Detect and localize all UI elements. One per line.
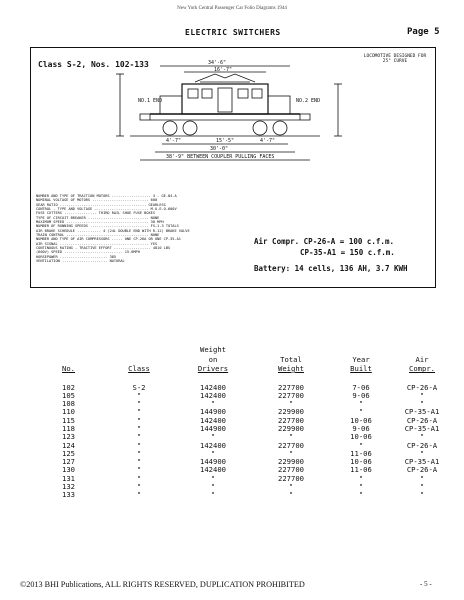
table-row xyxy=(62,442,452,450)
cell-total-weight: 227700 xyxy=(278,382,304,392)
table-row xyxy=(62,408,452,416)
cell-year-built: " xyxy=(358,482,364,492)
cell-year-built: 9-06 xyxy=(352,390,370,400)
col-header-total-weight: Total Weight xyxy=(278,354,304,373)
table-row xyxy=(62,384,452,392)
spec-line: GEAR RATIO ........................................ GEARLESS xyxy=(36,202,166,207)
cell-class: " xyxy=(136,399,142,409)
cell-air-compr: " xyxy=(419,399,425,409)
no2-end-label: NO.2 END xyxy=(296,98,321,104)
cell-total-weight: " xyxy=(288,448,294,458)
cell-no: 127 xyxy=(62,457,75,467)
cell-year-built: 7-06 xyxy=(352,382,370,392)
spec-line: MAXIMUM SPEED ...................................... 30 MPH xyxy=(36,220,164,225)
cell-total-weight: 227700 xyxy=(278,440,304,450)
cell-class: " xyxy=(136,432,142,442)
locomotive-diagram xyxy=(100,54,360,174)
cell-air-compr: " xyxy=(419,448,425,458)
dim-bottom-a: 30'-0" xyxy=(210,146,229,152)
class-label: Class S-2, Nos. 102-133 xyxy=(38,60,149,69)
dim-truck-b: 15'-5" xyxy=(216,138,235,144)
cell-class: " xyxy=(136,457,142,467)
col-header-weight-on-drivers: Weight on Drivers xyxy=(197,345,229,373)
roster-table xyxy=(62,345,452,500)
cell-year-built: " xyxy=(358,440,364,450)
cell-class: " xyxy=(136,448,142,458)
spec-line: TYPE OF CIRCUIT BREAKER ............................ NONE xyxy=(36,215,160,220)
table-row xyxy=(62,466,452,474)
cell-total-weight: 227700 xyxy=(278,390,304,400)
dim-overall-top: 34'-6" xyxy=(208,60,227,66)
cell-year-built: " xyxy=(358,490,364,500)
cell-air-compr: " xyxy=(419,473,425,483)
table-row xyxy=(62,392,452,400)
cell-class: " xyxy=(136,482,142,492)
spec-line: TRAIN CONTROL ...................................... NONE xyxy=(36,233,160,238)
cell-air-compr: CP-26-A xyxy=(406,382,438,392)
cell-total-weight: " xyxy=(288,490,294,500)
cell-air-compr: " xyxy=(419,390,425,400)
cell-total-weight: 227700 xyxy=(278,465,304,475)
page-header-caption: New York Central Passenger Car Folio Diagrams 1944 xyxy=(177,6,287,11)
col-header-year-built: Year Built xyxy=(350,354,372,373)
cell-no: 124 xyxy=(62,440,75,450)
col-header-air-compr: Air Compr. xyxy=(409,354,435,373)
cell-total-weight: 227700 xyxy=(278,473,304,483)
cell-class: S-2 xyxy=(132,382,146,392)
cell-air-compr: CP-26-A xyxy=(406,440,438,450)
air-compressor-line1: Air Compr. CP-26-A = 100 c.f.m. xyxy=(254,237,394,246)
page-number-label: Page 5 xyxy=(407,27,440,37)
col-header-class: Class xyxy=(128,364,150,373)
table-header-row xyxy=(62,345,452,374)
cell-year-built: 11-06 xyxy=(350,448,372,458)
cell-air-compr: CP-26-A xyxy=(406,415,438,425)
cell-weight-on-drivers: 142400 xyxy=(200,415,226,425)
curve-note: LOCOMOTIVE DESIGNED FOR 25° CURVE xyxy=(363,54,427,64)
cell-year-built: 10-06 xyxy=(350,432,372,442)
cell-class: " xyxy=(136,490,142,500)
spec-line: NOMINAL VOLTAGE OF MOTORS .......................... 600 xyxy=(36,198,158,203)
cell-weight-on-drivers: " xyxy=(210,490,216,500)
cell-air-compr: " xyxy=(419,490,425,500)
cell-weight-on-drivers: 142400 xyxy=(200,440,226,450)
cell-no: 133 xyxy=(62,490,75,500)
air-compressor-note xyxy=(254,236,395,258)
cell-no: 125 xyxy=(62,448,75,458)
cell-air-compr: CP-35-A1 xyxy=(404,457,440,467)
battery-note: Battery: 14 cells, 136 AH, 3.7 KWH xyxy=(254,264,408,273)
cell-air-compr: " xyxy=(419,482,425,492)
cell-weight-on-drivers: " xyxy=(210,432,216,442)
cell-no: 131 xyxy=(62,473,75,483)
table-row xyxy=(62,458,452,466)
copyright-footer: ©2013 BHI Publications, ALL RIGHTS RESERVED, DUPLICATION PROHIBITED xyxy=(20,580,305,589)
spec-line: NUMBER AND TYPE OF AIR COMPRESSORS ..... ONE CP-26A OR ONE CP-35-A1 xyxy=(36,237,181,242)
spec-line: NUMBER AND TYPE OF TRACTION MOTORS .................. 4 - GE-84-A xyxy=(36,194,177,198)
no1-end-label: NO.1 END xyxy=(138,98,163,104)
cell-total-weight: 229900 xyxy=(278,407,304,417)
footer-page-number: - 5 - xyxy=(420,580,432,588)
cell-year-built: " xyxy=(358,473,364,483)
cell-weight-on-drivers: 142400 xyxy=(200,465,226,475)
cell-weight-on-drivers: " xyxy=(210,448,216,458)
spec-line: AIR SIGNAL ......................................... YES xyxy=(36,241,158,246)
spec-line: VENTILATION ..................... NATURAL xyxy=(36,259,125,264)
cell-year-built: " xyxy=(358,407,364,417)
table-row xyxy=(62,400,452,408)
cell-no: 102 xyxy=(62,382,75,392)
cell-weight-on-drivers: 142400 xyxy=(200,382,226,392)
cell-total-weight: " xyxy=(288,399,294,409)
cell-class: " xyxy=(136,423,142,433)
cell-total-weight: 229900 xyxy=(278,457,304,467)
cell-year-built: 9-06 xyxy=(352,423,370,433)
spec-list xyxy=(36,194,236,264)
table-row xyxy=(62,417,452,425)
dim-truck-a: 4'-7" xyxy=(166,138,182,144)
cell-year-built: 10-06 xyxy=(350,457,372,467)
dim-bottom-b: 38'-9" BETWEEN COUPLER PULLING FACES xyxy=(166,154,275,160)
spec-line: CONTINUOUS RATING - TRACTIVE EFFORT ................. 4810 LBS xyxy=(36,246,171,251)
dim-truck-c: 4'-7" xyxy=(260,138,276,144)
col-header-no: No. xyxy=(62,364,75,373)
cell-class: " xyxy=(136,440,142,450)
cell-air-compr: CP-35-A1 xyxy=(404,407,440,417)
cell-class: " xyxy=(136,465,142,475)
cell-total-weight: 227700 xyxy=(278,415,304,425)
cell-weight-on-drivers: 144900 xyxy=(200,407,226,417)
cell-no: 132 xyxy=(62,482,75,492)
cell-weight-on-drivers: 144900 xyxy=(200,457,226,467)
cell-total-weight: " xyxy=(288,432,294,442)
cell-no: 118 xyxy=(62,423,75,433)
cell-no: 130 xyxy=(62,465,75,475)
cell-no: 105 xyxy=(62,390,75,400)
table-row xyxy=(62,483,452,491)
table-row xyxy=(62,491,452,499)
cell-air-compr: CP-26-A xyxy=(406,465,438,475)
cell-air-compr: CP-35-A1 xyxy=(404,423,440,433)
cell-no: 115 xyxy=(62,415,75,425)
cell-weight-on-drivers: " xyxy=(210,473,216,483)
cell-no: 110 xyxy=(62,407,75,417)
cell-no: 108 xyxy=(62,399,75,409)
cell-year-built: 11-06 xyxy=(350,465,372,475)
dim-cab-top: 16'-7" xyxy=(214,67,233,73)
cell-weight-on-drivers: " xyxy=(210,482,216,492)
table-row xyxy=(62,433,452,441)
cell-class: " xyxy=(136,473,142,483)
spec-line: NUMBER OF RUNNING SPEEDS ........................... FS-1-3 TOTALS xyxy=(36,224,179,229)
cell-class: " xyxy=(136,415,142,425)
table-row xyxy=(62,450,452,458)
cell-class: " xyxy=(136,390,142,400)
spec-line: (600V) SPEED ........................... 15.0MPH xyxy=(36,250,140,255)
table-row xyxy=(62,475,452,483)
cell-total-weight: " xyxy=(288,482,294,492)
spec-line: CONTROL - TYPE AND VOLTAGE ......................... M.U.E.O-600V xyxy=(36,207,177,212)
cell-weight-on-drivers: 142400 xyxy=(200,390,226,400)
air-compressor-line2: CP-35-A1 = 150 c.f.m. xyxy=(300,248,395,257)
cell-air-compr: " xyxy=(419,432,425,442)
cell-no: 123 xyxy=(62,432,75,442)
cell-year-built: 10-06 xyxy=(350,415,372,425)
cell-year-built: " xyxy=(358,399,364,409)
cell-class: " xyxy=(136,407,142,417)
cell-weight-on-drivers: 144900 xyxy=(200,423,226,433)
spec-line: AIR BRAKE SCHEDULE ........... 4 (24L DOUBLE END WITH R-12) BRAKE VALVE xyxy=(36,228,190,233)
cell-total-weight: 229900 xyxy=(278,423,304,433)
table-row xyxy=(62,425,452,433)
page-title: ELECTRIC SWITCHERS xyxy=(185,28,281,37)
spec-line: FUSE CUTTERS ............... THIRD RAIL SHOE FUSE BOXES xyxy=(36,211,155,216)
spec-line: HORSEPOWER ...................... 385 xyxy=(36,254,117,259)
cell-weight-on-drivers: " xyxy=(210,399,216,409)
